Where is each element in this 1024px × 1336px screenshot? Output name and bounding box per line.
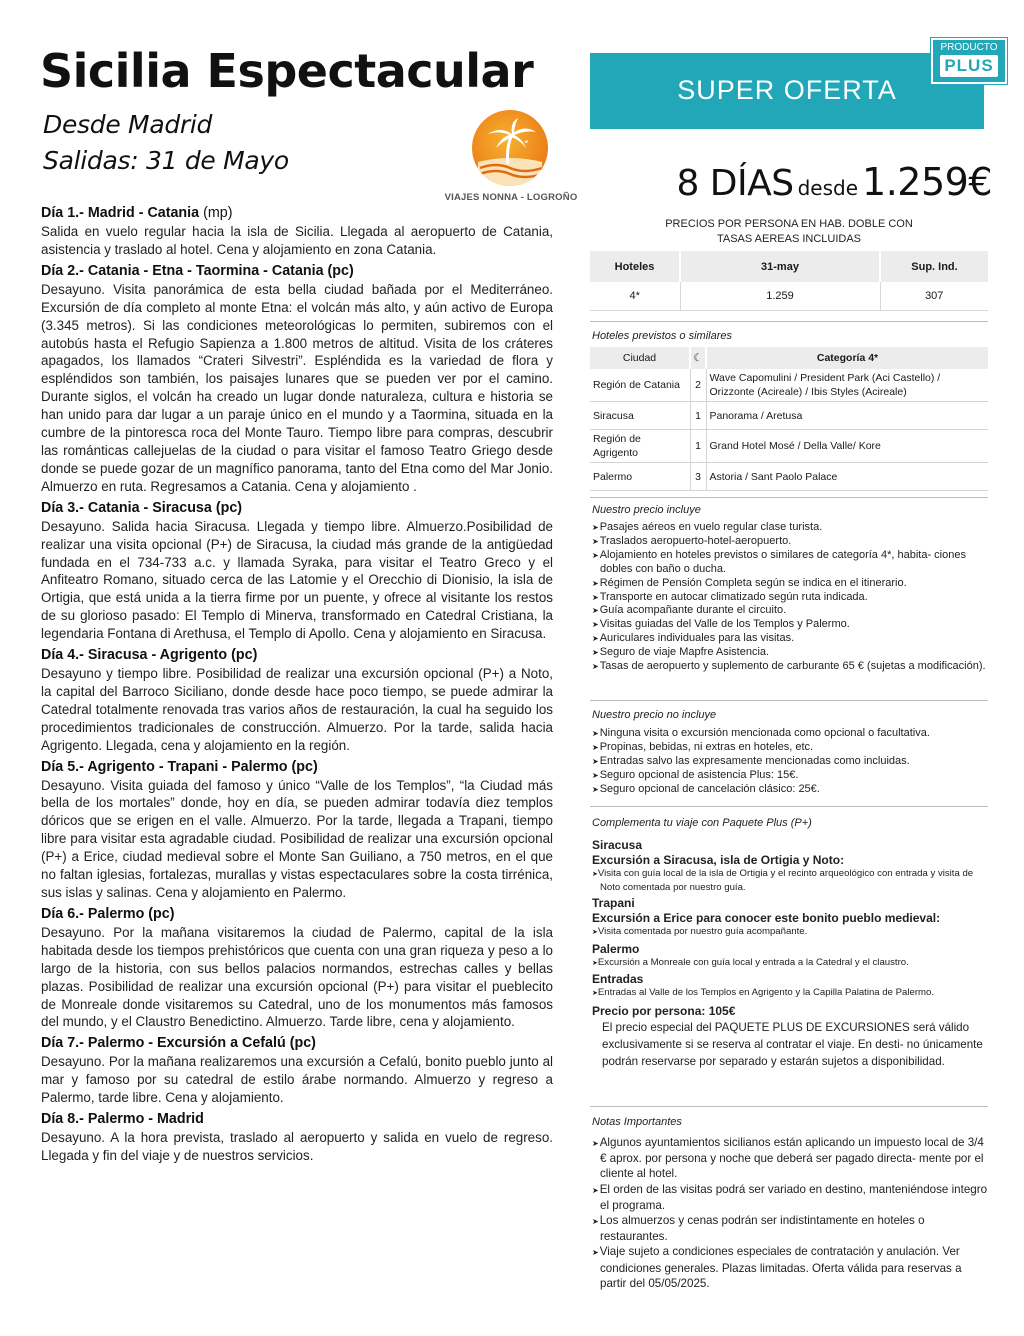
plus-city: Palermo (592, 941, 640, 956)
day-title: Día 5.- Agrigento - Trapani - Palermo (pc) (41, 758, 318, 775)
day-description: Desayuno. Visita panorámica de esta bella ciudad bañada por el Mediterráneo. Excursión de día completo al monte Etna: el volcán más alto, y aún activo de Europa (3.345 metros). Si las condiciones meteorológicas lo permiten, subiremos con el autobús hasta el Refugio Sapienza a 1.800 metros de altitud. Visita de los cráteres apagados, los llamados “Crateri Silvestri”. Espléndida es la variedad de flora y espléndidos son también, los paisajes lunares que se pueden ver por el camino. Durante siglos, el volcán ha creado un lugar donde naturaleza, cultura e historia se han unido para dar lugar a un paraje único en el mundo y a Taormina, situada en la cumbre de la pintoresca roca del Monte Tauro. Tiempo libre para compras, descubrir las románticas callejuelas de la ciudad o para visitar el famoso Teatro Griego desde donde se puede gozar de un magnífico panorama, tanto del Etna como del Mar Jonio. Almuerzo en ruta. Regresamos a Catania. Cena y alojamiento . (41, 281, 553, 494)
table-cell: 1 (690, 402, 706, 430)
producto-plus-badge (931, 38, 1007, 84)
table-cell: Región de Catania (590, 369, 690, 402)
excludes-heading: Nuestro precio no incluye (592, 709, 717, 721)
table-row (590, 463, 988, 491)
itinerary-day (41, 646, 553, 755)
plus-package-heading: Complementa tu viaje con Paquete Plus (P+) (592, 817, 812, 829)
list-item: ➤ Pasajes aéreos en vuelo regular clase turista. (592, 521, 988, 535)
price-amount: 1.259€ (862, 160, 992, 204)
itinerary-day (41, 1034, 553, 1107)
plus-detail: ➤ Visita con guía local de la isla de Ortigia y el recinto arqueológico con entrada y visita de Noto comentada por nuestro guía. (592, 868, 990, 894)
list-item: ➤ Seguro opcional de asistencia Plus: 15€. (592, 769, 988, 783)
list-item: ➤ Ninguna visita o excursión mencionada como opcional o facultativa. (592, 727, 988, 741)
plus-package (592, 838, 990, 1070)
table-row (590, 369, 988, 402)
list-item: ➤ Seguro opcional de cancelación clásico: 25€. (592, 783, 988, 797)
list-item: ➤ Los almuerzos y cenas podrán ser indistintamente en hoteles o restaurantes. (592, 1213, 988, 1244)
includes-list (592, 521, 988, 674)
itinerary-day (41, 905, 553, 1031)
list-item: ➤ Auriculares individuales para las visitas. (592, 632, 988, 646)
itinerary-day (41, 204, 553, 259)
plus-city: Entradas (592, 972, 644, 987)
badge-top-label: PRODUCTO (940, 42, 998, 53)
plus-city: Trapani (592, 896, 635, 911)
excludes-list (592, 727, 988, 797)
plus-detail: ➤ Entradas al Valle de los Templos en Agrigento y la Capilla Palatina de Palermo. (592, 987, 990, 1001)
col-header: Sup. Ind. (880, 251, 988, 282)
headline-price (676, 160, 992, 204)
page-title: Sicilia Espectacular (40, 44, 534, 98)
plus-detail: ➤ Excursión a Monreale con guía local y entrada a la Catedral y el claustro. (592, 957, 990, 971)
list-item: ➤ Algunos ayuntamientos sicilianos están aplicando un impuesto local de 3/4 € aprox. por persona y noche que deberá ser pagado directa- mente por el cliente al hotel. (592, 1135, 988, 1182)
day-title: Día 4.- Siracusa - Agrigento (pc) (41, 647, 258, 664)
day-title: Día 8.- Palermo - Madrid (41, 1111, 204, 1128)
table-row (590, 402, 988, 430)
plus-city: Siracusa (592, 838, 643, 852)
hotels-heading: Hoteles previstos o similares (592, 330, 732, 342)
day-title: Día 2.- Catania - Etna - Taormina - Catania (pc) (41, 262, 354, 279)
trip-duration: 8 DÍAS (676, 163, 794, 204)
day-title: Día 3.- Catania - Siracusa (pc) (41, 499, 243, 516)
table-cell: Región de Agrigento (590, 430, 690, 463)
divider (590, 700, 988, 701)
day-description: Desayuno. Visita guiada del famoso y único “Valle de los Templos”, “la Ciudad más bella de los mortales” donde, hoy en día, se pueden admirar todavía diez templos dóricos que se erigen en el valle. Almuerzo. Por la tarde, llegada a Trapani, tiempo libre para visitar esta agradable ciudad. Posibilidad de realizar una excursión opcional (P+) a Erice, ciudad medieval sobre el Monte San Guiliano, a 750 metros, en el que no faltan iglesias, fortalezas, murallas y vistas espectaculares sobre la costa tirrénica, sus islas y salinas. Cena y alojamiento en Palermo. (41, 777, 553, 900)
price-from-label: desde (797, 176, 859, 200)
table-cell: 2 (690, 369, 706, 402)
notes-heading: Notas Importantes (592, 1116, 682, 1128)
departures-subtitle: Salidas: 31 de Mayo (43, 146, 289, 175)
hotels-table (590, 347, 988, 491)
agency-logo (472, 110, 548, 186)
table-cell: Siracusa (590, 402, 690, 430)
day-description: Desayuno. Salida hacia Siracusa. Llegada y tiempo libre. Almuerzo.Posibilidad de realizar una visita opcional (P+) de Siracusa, la ciudad más grande de la antigüedad fundada en el 734-733 a.c. y llamada Syraka, para visitar el Teatro Greco y el Anfiteatro Romano, situado cerca de las Latomie y el Orecchio di Dionisio, la isla de Ortigia, que está unida a la tierra firme por un puente, y ofrece al visitante los restos de su glorioso pasado: El Templo di Minerva, transformado en Catedral Cristiana, la legendaria Fontana di Arethusa, el Templo di Apollo. Cena y alojamiento en Siracusa. (41, 518, 553, 642)
table-cell: Astoria / Sant Paolo Palace (706, 463, 988, 491)
day-description: Desayuno. Por la mañana visitaremos la ciudad de Palermo, capital de la isla habitada desde los tiempos prehistóricos que cuenta con una gran riqueza y peso a lo largo de la historia, con sus bellos palacios normandos, estrechas calles y bellas plazas. Posibilidad de realizar una excursión opcional (P+) para visitar el pueblecito de Monreale donde visitaremos su Catedral, uno de los monumentos más famosos del mundo, y el Claustro Benedictino. Almuerzo. Tarde libre, cena y alojamiento. (41, 924, 553, 1030)
col-header: Categoría 4* (706, 347, 988, 369)
list-item: ➤ Tasas de aeropuerto y suplemento de carburante 65 € (sujetas a modificación). (592, 660, 988, 674)
table-cell: Wave Capomulini / President Park (Aci Castello) / Orizzonte (Acireale) / Ibis Styles (Acireale) (706, 369, 988, 402)
day-title: Día 6.- Palermo (pc) (41, 905, 175, 922)
list-item: ➤ Alojamiento en hoteles previstos o similares de categoría 4*, habita- ciones dobles con baño o ducha. (592, 549, 988, 577)
divider (590, 497, 988, 498)
day-description: Desayuno y tiempo libre. Posibilidad de realizar una excursión opcional (P+) a Noto, la capital del Barroco Siciliano, donde desde hace poco tiempo, se puede admirar la Catedral totalmente renovada tras varios años de restauración, la cual ha seguido los procedimientos tradicionales de construcción. Almuerzo. Por la tarde, salida hacia Agrigento. Llegada, cena y alojamiento en la región. (41, 666, 553, 753)
agency-name: VIAJES NONNA - LOGROÑO (444, 192, 578, 203)
list-item: ➤ Guía acompañante durante el circuito. (592, 604, 988, 618)
list-item: ➤ Transporte en autocar climatizado según ruta indicada. (592, 591, 988, 605)
origin-subtitle: Desde Madrid (43, 110, 213, 139)
list-item: ➤ Traslados aeropuerto-hotel-aeropuerto. (592, 535, 988, 549)
table-cell: 3 (690, 463, 706, 491)
notes-list (592, 1135, 988, 1291)
badge-plus-label: PLUS (944, 56, 994, 75)
itinerary (41, 204, 553, 1168)
table-cell: Grand Hotel Mosé / Della Valle/ Kore (706, 430, 988, 463)
plus-note: El precio especial del PAQUETE PLUS DE EXCURSIONES será válido exclusivamente si se reserva al contratar el viaje. En desti- no únicamente podrán reservarse por separado y estarán sujetos a disponibilidad. (602, 1020, 983, 1068)
table-cell: Panorama / Aretusa (706, 402, 988, 430)
table-cell: 307 (880, 282, 988, 310)
palm-tree-icon (472, 110, 548, 186)
list-item: ➤ Régimen de Pensión Completa según se indica en el itinerario. (592, 577, 988, 591)
table-cell: 1.259 (680, 282, 880, 310)
offer-label: SUPER OFERTA (677, 75, 897, 105)
table-row (590, 430, 988, 463)
itinerary-day (41, 758, 553, 902)
divider (590, 1106, 988, 1107)
list-item: ➤ Propinas, bebidas, ni extras en hoteles, etc. (592, 741, 988, 755)
list-item: ➤ Viaje sujeto a condiciones especiales de contratación y anulación. Ver condiciones generales. Plazas limitadas. Oferta válida para reservas a partir del 05/05/2025. (592, 1244, 988, 1291)
day-description: Salida en vuelo regular hacia la isla de Sicilia. Llegada al aeropuerto de Catania, asistencia y traslado al hotel. Cena y alojamiento en zona Catania. (41, 224, 553, 257)
day-title: Día 7.- Palermo - Excursión a Cefalú (pc) (41, 1035, 316, 1052)
itinerary-day (41, 499, 553, 643)
includes-heading: Nuestro precio incluye (592, 504, 701, 516)
col-header: Ciudad (590, 347, 690, 369)
itinerary-day (41, 1110, 553, 1165)
badge-box (940, 55, 998, 77)
plus-price: Precio por persona: 105€ (592, 1003, 736, 1018)
price-table (590, 251, 988, 311)
plus-excursion: Excursión a Siracusa, isla de Ortigia y Noto: (592, 853, 845, 867)
table-cell: 4* (590, 282, 680, 310)
plus-detail: ➤ Visita comentada por nuestro guía acompañante. (592, 926, 990, 940)
plus-excursion: Excursión a Erice para conocer este bonito pueblo medieval: (592, 911, 941, 926)
col-header: Hoteles (590, 251, 680, 282)
list-item: ➤ Seguro de viaje Mapfre Asistencia. (592, 646, 988, 660)
list-item: ➤ Entradas salvo las expresamente mencionadas como incluidas. (592, 755, 988, 769)
col-header: 31-may (680, 251, 880, 282)
day-description: Desayuno. A la hora prevista, traslado al aeropuerto y salida en vuelo de regreso. Llegada y fin del viaje y de nuestros servicios. (41, 1130, 553, 1163)
table-cell: Palermo (590, 463, 690, 491)
divider (590, 321, 988, 322)
day-title: Día 1.- Madrid - Catania (mp) (41, 205, 233, 221)
day-description: Desayuno. Por la mañana realizaremos una excursión a Cefalú, bonito pueblo junto al mar y famoso por su catedral de estilo árabe normando. Almuerzo y regreso a Palermo, tarde libre. Cena y alojamiento. (41, 1054, 553, 1106)
col-header-nights: ☾ (690, 347, 706, 369)
itinerary-day (41, 262, 553, 496)
table-row (590, 282, 988, 310)
list-item: ➤ El orden de las visitas podrá ser variado en destino, manteniéndose integro el programa. (592, 1182, 988, 1213)
price-note: PRECIOS POR PERSONA EN HAB. DOBLE CON TASAS AEREAS INCLUIDAS (665, 218, 913, 245)
super-offer-banner (590, 53, 984, 129)
divider (590, 806, 988, 807)
list-item: ➤ Visitas guiadas del Valle de los Templos y Palermo. (592, 618, 988, 632)
table-cell: 1 (690, 430, 706, 463)
